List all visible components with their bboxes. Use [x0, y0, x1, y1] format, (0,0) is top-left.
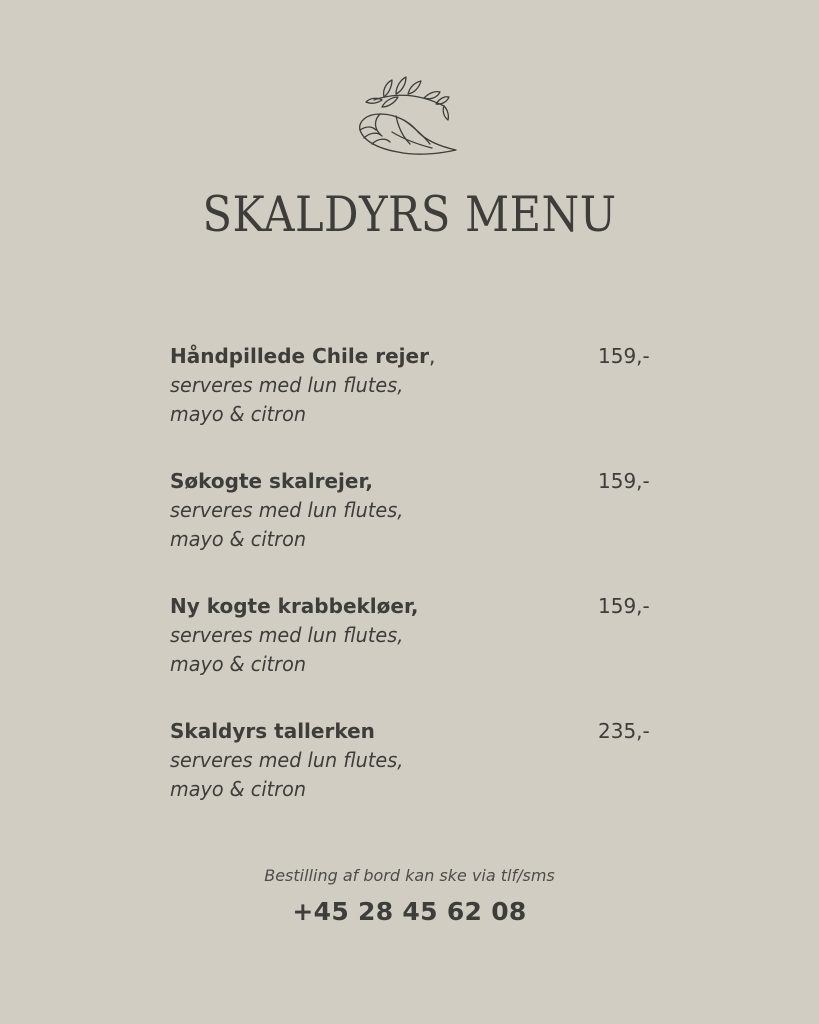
item-name: Håndpillede Chile rejer,	[170, 344, 436, 368]
item-description: mayo & citron	[170, 777, 306, 801]
booking-note: Bestilling af bord kan ske via tlf/sms	[264, 866, 555, 885]
item-price: 159,-	[598, 594, 650, 618]
menu-item	[170, 717, 660, 842]
item-name: Skaldyrs tallerken	[170, 719, 375, 743]
menu-item	[170, 467, 660, 592]
item-description: serveres med lun flutes,	[170, 748, 404, 772]
item-price: 159,-	[598, 469, 650, 493]
item-description: serveres med lun flutes,	[170, 623, 404, 647]
menu-item	[170, 592, 660, 717]
menu-item	[170, 342, 660, 467]
item-description: mayo & citron	[170, 527, 306, 551]
item-price: 235,-	[598, 719, 650, 743]
item-name: Ny kogte krabbekløer,	[170, 594, 419, 618]
item-description: serveres med lun flutes,	[170, 373, 404, 397]
menu-title: SKALDYRS MENU	[202, 186, 617, 243]
item-description: mayo & citron	[170, 402, 306, 426]
seashell-with-olive-branch-icon	[352, 72, 464, 164]
item-name: Søkogte skalrejer,	[170, 469, 373, 493]
menu-list	[170, 342, 660, 842]
item-description: serveres med lun flutes,	[170, 498, 404, 522]
item-description: mayo & citron	[170, 652, 306, 676]
item-price: 159,-	[598, 344, 650, 368]
phone-number: +45 28 45 62 08	[292, 897, 527, 926]
